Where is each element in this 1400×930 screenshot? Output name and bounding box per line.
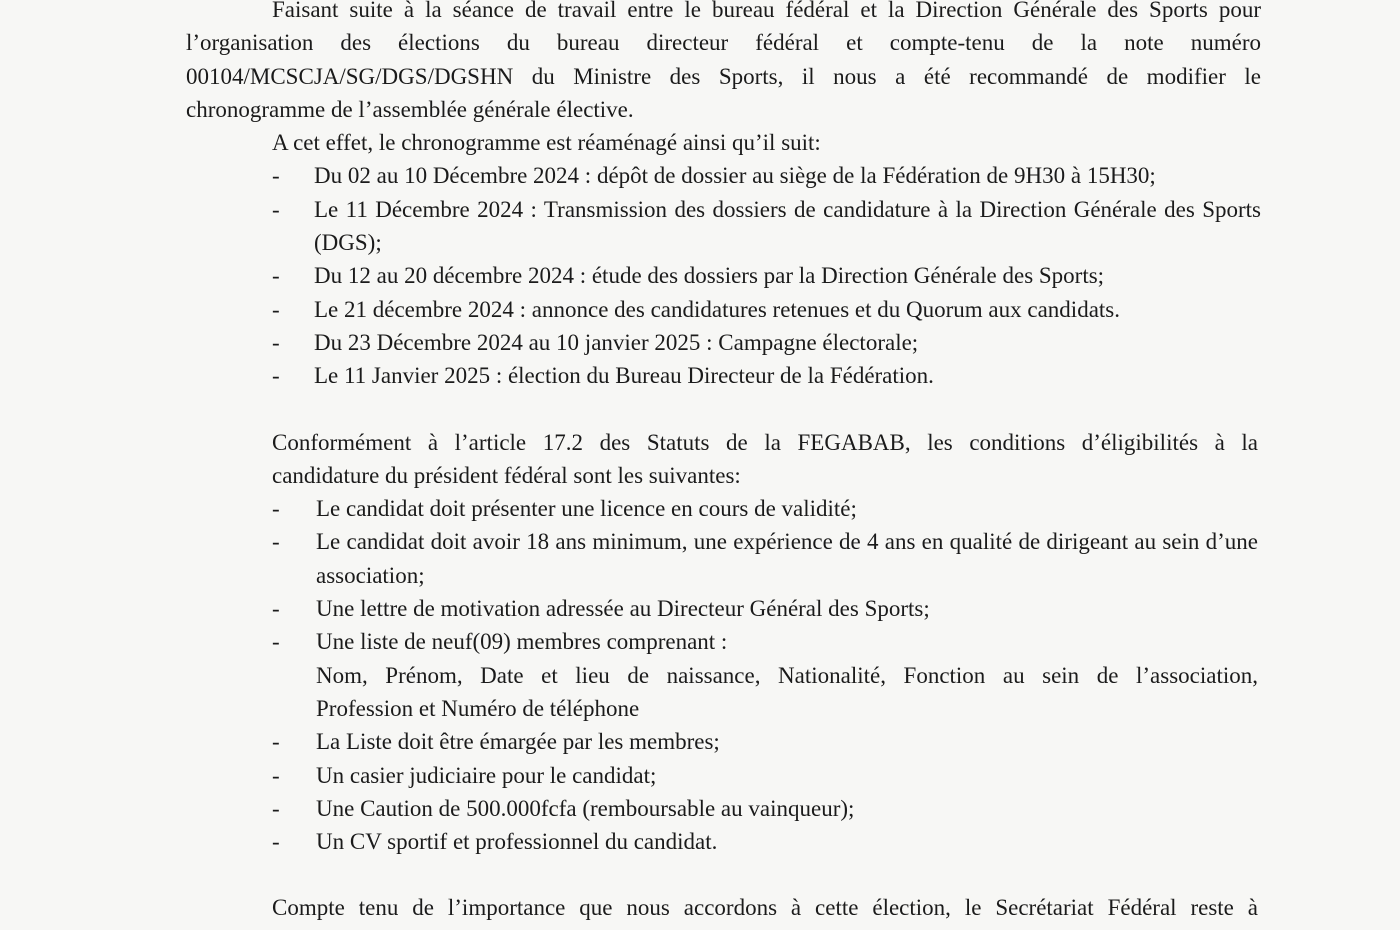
conditions-intro-line-1: Conformément à l’article 17.2 des Statuts de la FEGABAB, les conditions d’éligibilités à la <box>272 429 1258 455</box>
conditions-intro-line-2: candidature du président fédéral sont les suivantes: <box>272 462 741 488</box>
list-dash: - <box>272 762 280 788</box>
condition-item-text: Une Caution de 500.000fcfa (remboursable au vainqueur); <box>316 795 855 821</box>
list-dash: - <box>272 795 280 821</box>
condition-item <box>0 525 1258 592</box>
list-dash: - <box>272 296 280 322</box>
condition-item <box>0 825 1258 858</box>
condition-item <box>0 725 1258 758</box>
paragraph-spacer <box>0 858 1400 891</box>
schedule-item <box>0 293 1261 326</box>
condition-item <box>0 759 1258 792</box>
closing-line: Compte tenu de l’importance que nous accordons à cette élection, le Secrétariat Fédéral reste à <box>272 895 1258 921</box>
schedule-item-text: Le 21 décembre 2024 : annonce des candidatures retenues et du Quorum aux candidats. <box>314 296 1120 322</box>
condition-item-text: Le candidat doit présenter une licence en cours de validité; <box>316 496 857 522</box>
list-dash: - <box>272 496 280 522</box>
condition-item <box>0 492 1258 525</box>
schedule-item <box>0 159 1261 192</box>
list-dash: - <box>272 829 280 855</box>
condition-item <box>0 625 1258 658</box>
condition-item-text: Une lettre de motivation adressée au Directeur Général des Sports; <box>316 596 930 622</box>
members-detail <box>0 659 1400 726</box>
schedule-item <box>0 359 1261 392</box>
schedule-item <box>0 326 1261 359</box>
list-dash: - <box>272 729 280 755</box>
list-dash: - <box>272 529 280 555</box>
intro-line-2: l’organisation des élections du bureau directeur fédéral et compte-tenu de la note numéro <box>186 30 1261 56</box>
list-dash: - <box>272 596 280 622</box>
list-dash: - <box>272 329 280 355</box>
schedule-lead: A cet effet, le chronogramme est réaménagé ainsi qu’il suit: <box>272 130 821 156</box>
schedule-list <box>0 159 1400 392</box>
list-dash: - <box>272 629 280 655</box>
condition-item-text: La Liste doit être émargée par les membres; <box>316 729 720 755</box>
list-dash: - <box>272 163 280 189</box>
conditions-list-continued <box>0 725 1400 858</box>
intro-line-4: chronogramme de l’assemblée générale élective. <box>186 96 634 122</box>
schedule-item-text: Du 02 au 10 Décembre 2024 : dépôt de dossier au siège de la Fédération de 9H30 à 15H30; <box>314 163 1156 189</box>
condition-item-text: Une liste de neuf(09) membres comprenant : <box>316 629 728 655</box>
condition-item-text: Le candidat doit avoir 18 ans minimum, une expérience de 4 ans en qualité de dirigeant au sein d’une association; <box>316 529 1258 588</box>
condition-item-text: Un casier judiciaire pour le candidat; <box>316 762 657 788</box>
intro-paragraph <box>0 0 1400 126</box>
members-detail-line-2: Profession et Numéro de téléphone <box>316 695 640 721</box>
intro-line-3: 00104/MCSCJA/SG/DGS/DGSHN du Ministre des Sports, il nous a été recommandé de modifier le <box>186 63 1261 89</box>
schedule-item-text: Du 12 au 20 décembre 2024 : étude des dossiers par la Direction Générale des Sports; <box>314 263 1105 289</box>
condition-item <box>0 592 1258 625</box>
schedule-item <box>0 193 1261 260</box>
conditions-list <box>0 492 1400 658</box>
list-dash: - <box>272 363 280 389</box>
intro-line-1: Faisant suite à la séance de travail entre le bureau fédéral et la Direction Générale des Sports pour <box>272 0 1261 22</box>
members-detail-line-1: Nom, Prénom, Date et lieu de naissance, Nationalité, Fonction au sein de l’association, <box>316 662 1258 688</box>
condition-item-text: Un CV sportif et professionnel du candidat. <box>316 829 718 855</box>
conditions-intro <box>0 426 1400 493</box>
condition-item <box>0 792 1258 825</box>
schedule-item <box>0 259 1261 292</box>
list-dash: - <box>272 196 280 222</box>
paragraph-spacer <box>0 393 1400 426</box>
schedule-item-text: Du 23 Décembre 2024 au 10 janvier 2025 : Campagne électorale; <box>314 329 919 355</box>
list-dash: - <box>272 263 280 289</box>
schedule-item-text: Le 11 Décembre 2024 : Transmission des dossiers de candidature à la Direction Générale des Sports (DGS); <box>314 196 1261 256</box>
schedule-item-text: Le 11 Janvier 2025 : élection du Bureau Directeur de la Fédération. <box>314 363 934 389</box>
